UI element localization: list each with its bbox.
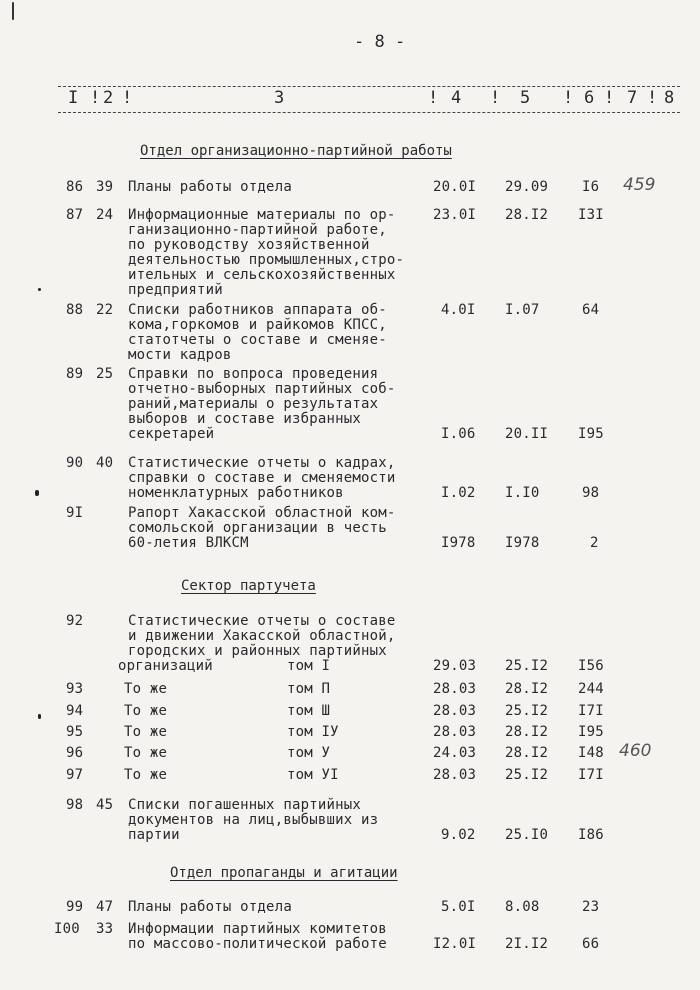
edge-mark (12, 2, 14, 20)
sheet-count: I7I (578, 767, 604, 783)
entry-number: 99 (66, 899, 84, 915)
handwritten-note: 459 (623, 175, 656, 195)
inventory-code: 40 (96, 455, 114, 471)
start-date: 23.0I (433, 207, 477, 223)
start-date: 29.03 (433, 658, 477, 674)
end-date: 25.I2 (505, 767, 549, 783)
start-date: 28.03 (433, 724, 477, 740)
entry-number: 92 (66, 613, 84, 629)
entry-description-line: Списки погашенных партийных (128, 797, 361, 813)
end-date: 28.I2 (505, 745, 549, 761)
end-date: 25.I2 (505, 703, 549, 719)
entry-description-line: номенклатурных работников (128, 485, 344, 501)
inventory-code: 45 (96, 797, 114, 813)
entry-description-line: Рапорт Хакасской областной ком- (128, 505, 396, 521)
start-date: 28.03 (433, 681, 477, 697)
entry-description-line: Статистические отчеты о кадрах, (128, 455, 396, 471)
sheet-count: I3I (578, 207, 604, 223)
sheet-count: I7I (578, 703, 604, 719)
sheet-count: I86 (578, 827, 604, 843)
col-header-7: 7 (627, 88, 638, 108)
section-title: Отдел организационно-партийной работы (140, 143, 452, 159)
header-top-rule (58, 86, 680, 87)
handwritten-note: 460 (619, 741, 652, 761)
volume-label: том УI (287, 767, 339, 783)
end-date: 28.I2 (505, 724, 549, 740)
entry-description-line: кома,горкомов и райкомов КПСС, (128, 317, 387, 333)
entry-description-line: секретарей (128, 426, 215, 442)
col-header-sep: ! (490, 88, 501, 108)
entry-description-line: То же (124, 724, 168, 740)
entry-description-line: партии (128, 827, 180, 843)
entry-description-line: То же (124, 767, 168, 783)
entry-description-line: Планы работы отдела (128, 179, 292, 195)
col-header-sep: ! (647, 88, 658, 108)
ink-speck (38, 288, 41, 291)
end-date: 28.I2 (505, 207, 549, 223)
col-header-sep: ! (428, 88, 439, 108)
start-date: 5.0I (441, 899, 476, 915)
entry-description-line: То же (124, 703, 168, 719)
sheet-count: I48 (578, 745, 604, 761)
entry-description-line: и движении Хакасской областной, (128, 628, 396, 644)
start-date: 20.0I (433, 179, 477, 195)
entry-number: 98 (66, 797, 84, 813)
entry-description-line: справки о составе и сменяемости (128, 470, 396, 486)
end-date: 29.09 (505, 179, 549, 195)
sheet-count: I95 (578, 724, 604, 740)
entry-description-line: статотчеты о составе и сменяе- (128, 332, 387, 348)
end-date: 8.08 (505, 899, 540, 915)
entry-number: 87 (66, 207, 84, 223)
inventory-code: 24 (96, 207, 114, 223)
ink-speck (38, 714, 41, 719)
header-bottom-rule (58, 112, 680, 113)
entry-description-line: Информационные материалы по ор- (128, 207, 396, 223)
end-date: 28.I2 (505, 681, 549, 697)
entry-number: 97 (66, 767, 84, 783)
entry-number: 95 (66, 724, 84, 740)
sheet-count: 66 (582, 936, 600, 952)
col-header-8: 8 (664, 88, 675, 108)
col-header-sep: ! (90, 88, 101, 108)
entry-number: 88 (66, 302, 84, 318)
volume-label: том Ш (287, 703, 331, 719)
col-header-3: 3 (274, 88, 285, 108)
start-date: 24.03 (433, 745, 477, 761)
entry-number: 94 (66, 703, 84, 719)
end-date: 2I.I2 (505, 936, 549, 952)
section-title: Отдел пропаганды и агитации (170, 865, 398, 881)
entry-number: 86 (66, 179, 84, 195)
start-date: I2.0I (433, 936, 477, 952)
entry-number: 96 (66, 745, 84, 761)
inventory-code: 25 (96, 366, 114, 382)
entry-description-line: То же (124, 745, 168, 761)
volume-label: том У (287, 745, 331, 761)
inventory-code: 39 (96, 179, 114, 195)
entry-description-line: То же (124, 681, 168, 697)
entry-number: 89 (66, 366, 84, 382)
col-header-sep: ! (604, 88, 615, 108)
entry-description-line: предприятий (128, 282, 223, 298)
end-date: 25.I2 (505, 658, 549, 674)
entry-number: I00 (54, 921, 80, 937)
entry-description-line: отчетно-выборных партийных соб- (128, 381, 396, 397)
entry-description-line: городских и районных партийных (128, 643, 387, 659)
volume-label: том I (287, 658, 331, 674)
ink-speck (35, 490, 39, 496)
page-number: - 8 - (354, 32, 406, 52)
sheet-count: 244 (578, 681, 604, 697)
entry-description-line: мости кадров (128, 347, 232, 363)
col-header-2: 2 (103, 88, 114, 108)
volume-label: том IУ (287, 724, 339, 740)
col-header-4: 4 (451, 88, 462, 108)
sheet-count: I95 (578, 426, 604, 442)
sheet-count: I6 (582, 179, 600, 195)
section-title: Сектор партучета (181, 578, 316, 594)
start-date: I978 (441, 535, 476, 551)
start-date: 9.02 (441, 827, 476, 843)
start-date: I.02 (441, 485, 476, 501)
end-date: I.I0 (505, 485, 540, 501)
sheet-count: 98 (582, 485, 600, 501)
entry-description-line: Планы работы отдела (128, 899, 292, 915)
col-header-5: 5 (520, 88, 531, 108)
end-date: 20.II (505, 426, 549, 442)
end-date: I.07 (505, 302, 540, 318)
entry-description-line: Справки по вопроса проведения (128, 366, 379, 382)
entry-description-line: документов на лиц,выбывших из (128, 812, 379, 828)
entry-description-line: по руководству хозяйственной (128, 237, 370, 253)
entry-description-line: 60-летия ВЛКСМ (128, 535, 249, 551)
sheet-count: 64 (582, 302, 600, 318)
inventory-code: 22 (96, 302, 114, 318)
col-header-6: 6 (584, 88, 595, 108)
col-header-sep: ! (122, 88, 133, 108)
end-date: I978 (505, 535, 540, 551)
end-date: 25.I0 (505, 827, 549, 843)
entry-description-line: по массово-политической работе (128, 936, 387, 952)
start-date: 28.03 (433, 767, 477, 783)
entry-number: 9I (66, 505, 84, 521)
start-date: 4.0I (441, 302, 476, 318)
entry-description-line: выборов и составе избранных (128, 411, 361, 427)
start-date: I.06 (441, 426, 476, 442)
entry-description-line: организаций (118, 658, 213, 674)
col-header-1: I (68, 88, 79, 108)
sheet-count: 23 (582, 899, 600, 915)
entry-description-line: Списки работников аппарата об- (128, 302, 387, 318)
entry-description-line: Информации партийных комитетов (128, 921, 387, 937)
start-date: 28.03 (433, 703, 477, 719)
entry-description-line: деятельностью промышленных,стро- (128, 252, 405, 268)
volume-label: том П (287, 681, 331, 697)
inventory-code: 33 (96, 921, 114, 937)
inventory-code: 47 (96, 899, 114, 915)
sheet-count: I56 (578, 658, 604, 674)
sheet-count: 2 (590, 535, 599, 551)
entry-description-line: ганизационно-партийной работе, (128, 222, 387, 238)
entry-description-line: Статистические отчеты о составе (128, 613, 396, 629)
entry-number: 93 (66, 681, 84, 697)
entry-number: 90 (66, 455, 84, 471)
entry-description-line: сомольской организации в честь (128, 520, 387, 536)
entry-description-line: раний,материалы о результатах (128, 396, 379, 412)
entry-description-line: ительных и сельскохозяйственных (128, 267, 396, 283)
col-header-sep: ! (563, 88, 574, 108)
